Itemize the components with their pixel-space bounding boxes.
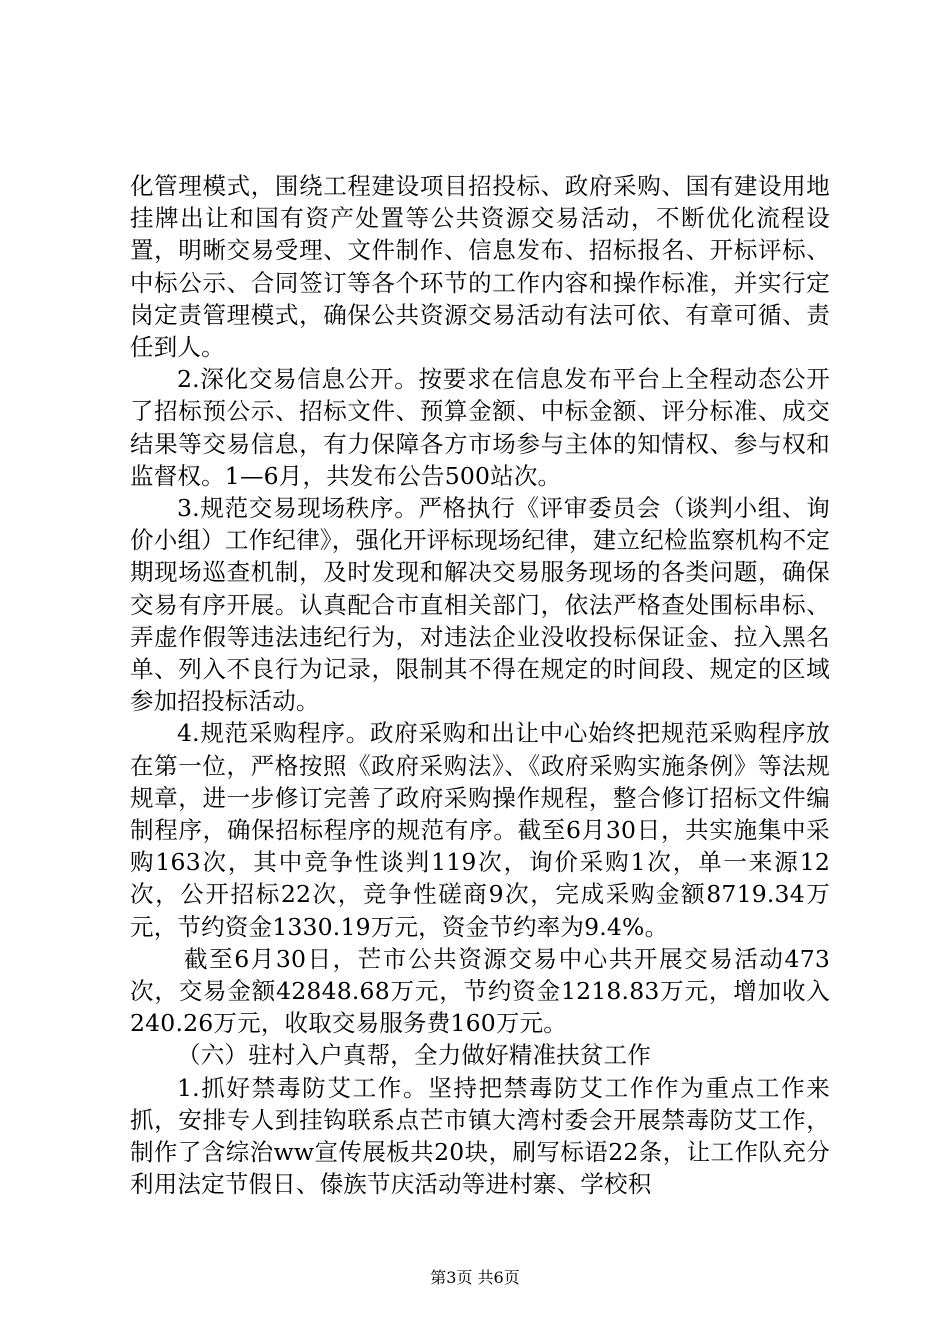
page-number: 第3页 共6页 xyxy=(430,1268,520,1287)
paragraph-drug-aids: 1.抓好禁毒防艾工作。坚持把禁毒防艾工作作为重点工作来抓，安排专人到挂钩联系点芒市镇大湾村委会开展禁毒防艾工作，制作了含综治ww宣传展板共20块，刷写标语22条，让工作队充分利用法定节假日、傣族节庆活动等进村寨、学校积 xyxy=(130,1073,830,1199)
section-heading: （六）驻村入户真帮，全力做好精准扶贫工作 xyxy=(177,1041,651,1070)
document-body xyxy=(130,170,830,1201)
paragraph-procurement: 4.规范采购程序。政府采购和出让中心始终把规范采购程序放在第一位，严格按照《政府采购法》、《政府采购实施条例》等法规规章，进一步修订完善了政府采购操作规程，整合修订招标文件编制程序，确保招标程序的规范有序。截至6月30日，共实施集中采购163次，其中竞争性谈判119次，询价采购1次，单一来源12次，公开招标22次，竞争性磋商9次，完成采购金额8719.34万元，节约资金1330.19万元，资金节约率为9.4%。 xyxy=(130,719,830,941)
paragraph-continuation: 化管理模式，围绕工程建设项目招投标、政府采购、国有建设用地挂牌出让和国有资产处置等公共资源交易活动，不断优化流程设置，明晰交易受理、文件制作、信息发布、招标报名、开标评标、中标公示、合同签订等各个环节的工作内容和操作标准，并实行定岗定责管理模式，确保公共资源交易活动有法可依、有章可循、责任到人。 xyxy=(130,172,830,362)
paragraph-site-order: 3.规范交易现场秩序。严格执行《评审委员会（谈判小组、询价小组）工作纪律》，强化开评标现场纪律，建立纪检监察机构不定期现场巡查机制，及时发现和解决交易服务现场的各类问题，确保交易有序开展。认真配合市直相关部门，依法严格查处围标串标、弄虚作假等违法违纪行为，对违法企业没收投标保证金、拉入黑名单、列入不良行为记录，限制其不得在规定的时间段、规定的区域参加招投标活动。 xyxy=(130,494,830,716)
paragraph-info-disclosure: 2.深化交易信息公开。按要求在信息发布平台上全程动态公开了招标预公示、招标文件、预算金额、中标金额、评分标准、成交结果等交易信息，有力保障各方市场参与主体的知情权、参与权和监督权。1—6月，共发布公告500站次。 xyxy=(130,365,830,490)
paragraph-summary: 截至6月30日，芒市公共资源交易中心共开展交易活动473次，交易金额42848.68万元，节约资金1218.83万元，增加收入240.26万元，收取交易服务费160万元。 xyxy=(130,944,830,1038)
